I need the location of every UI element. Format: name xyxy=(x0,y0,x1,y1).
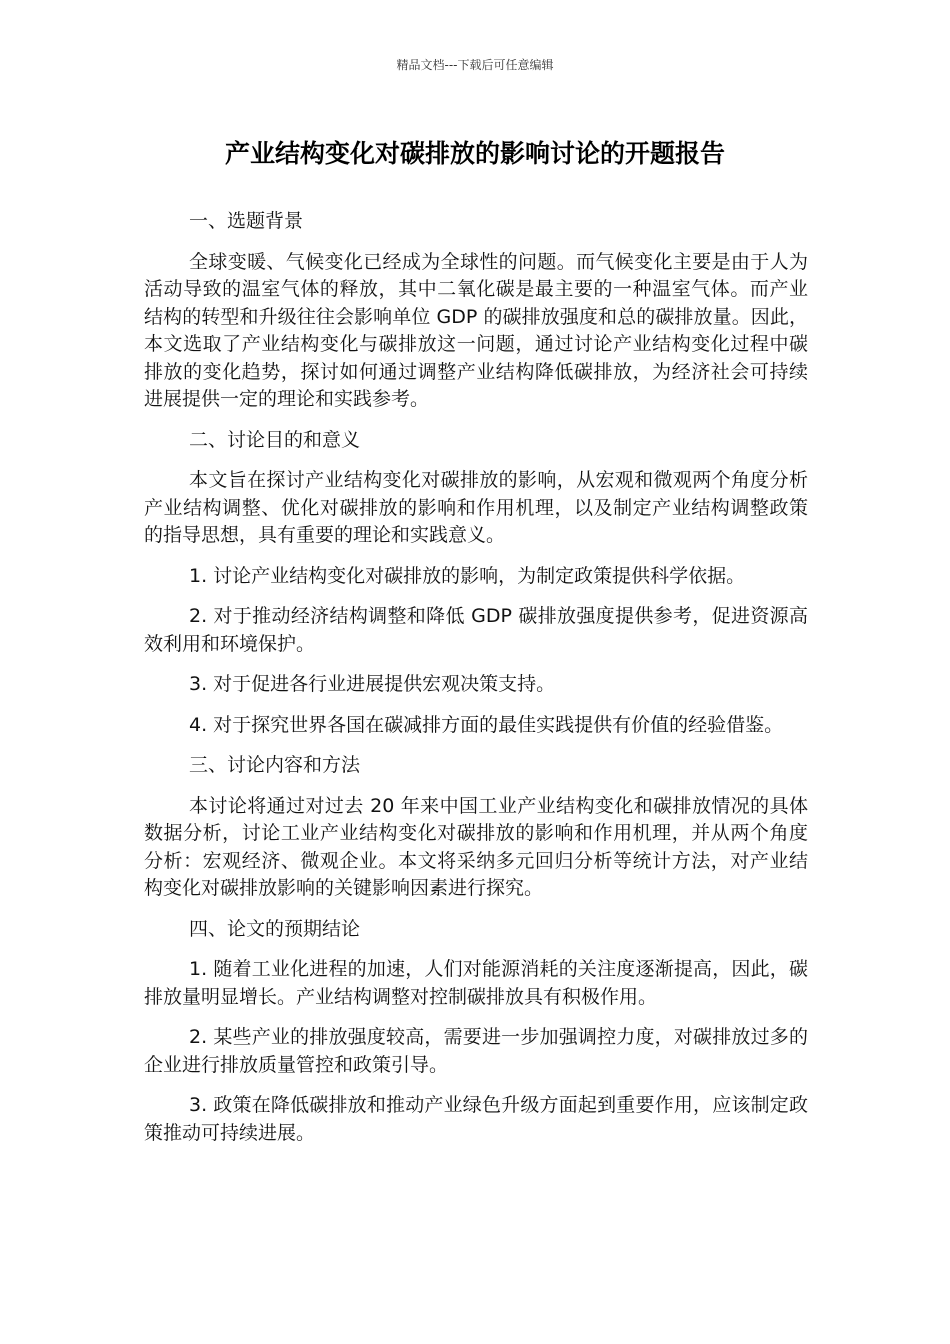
list-item-conclusion-3: 3. 政策在降低碳排放和推动产业绿色升级方面起到重要作用，应该制定政策推动可持续进展。 xyxy=(144,1094,808,1144)
paragraph-purpose: 本文旨在探讨产业结构变化对碳排放的影响，从宏观和微观两个角度分析产业结构调整、优化对碳排放的影响和作用机理，以及制定产业结构调整政策的指导思想，具有重要的理论和实践意义。 xyxy=(144,469,808,546)
page-header-watermark: 精品文档---下载后可任意编辑 xyxy=(396,58,554,72)
list-item-purpose-3: 3. 对于促进各行业进展提供宏观决策支持。 xyxy=(189,673,556,695)
section-heading-method: 三、讨论内容和方法 xyxy=(189,754,361,776)
document-body xyxy=(144,208,808,1160)
list-item-conclusion-2: 2. 某些产业的排放强度较高，需要进一步加强调控力度，对碳排放过多的企业进行排放质量管控和政策引导。 xyxy=(144,1026,808,1076)
section-heading-purpose: 二、讨论目的和意义 xyxy=(189,428,361,451)
paragraph-background: 全球变暖、气候变化已经成为全球性的问题。而气候变化主要是由于人为活动导致的温室气体的释放，其中二氧化碳是最主要的一种温室气体。而产业结构的转型和升级往往会影响单位 GDP 的碳排放强度和总的碳排放量。因此，本文选取了产业结构变化与碳排放这一问题，通过讨论产业结构变化过程中碳排放的变化趋势，探讨如何通过调整产业结构降低碳排放，为经济社会可持续进展提供一定的理论和实践参考。 xyxy=(144,250,808,410)
section-heading-conclusion: 四、论文的预期结论 xyxy=(189,917,361,940)
list-item-purpose-2: 2. 对于推动经济结构调整和降低 GDP 碳排放强度提供参考，促进资源高效利用和环境保护。 xyxy=(144,605,808,655)
section-heading-background: 一、选题背景 xyxy=(189,210,304,232)
paragraph-method: 本讨论将通过对过去 20 年来中国工业产业结构变化和碳排放情况的具体数据分析，讨论工业产业结构变化对碳排放的影响和作用机理，并从两个角度分析：宏观经济、微观企业。本文将采纳多元回归分析等统计方法，对产业结构变化对碳排放影响的关键影响因素进行探究。 xyxy=(144,794,808,899)
list-item-purpose-1: 1. 讨论产业结构变化对碳排放的影响，为制定政策提供科学依据。 xyxy=(189,564,746,587)
list-item-conclusion-1: 1. 随着工业化进程的加速，人们对能源消耗的关注度逐渐提高，因此，碳排放量明显增长。产业结构调整对控制碳排放具有积极作用。 xyxy=(144,958,808,1008)
document-title: 产业结构变化对碳排放的影响讨论的开题报告 xyxy=(224,139,725,168)
list-item-purpose-4: 4. 对于探究世界各国在碳减排方面的最佳实践提供有价值的经验借鉴。 xyxy=(189,713,784,736)
